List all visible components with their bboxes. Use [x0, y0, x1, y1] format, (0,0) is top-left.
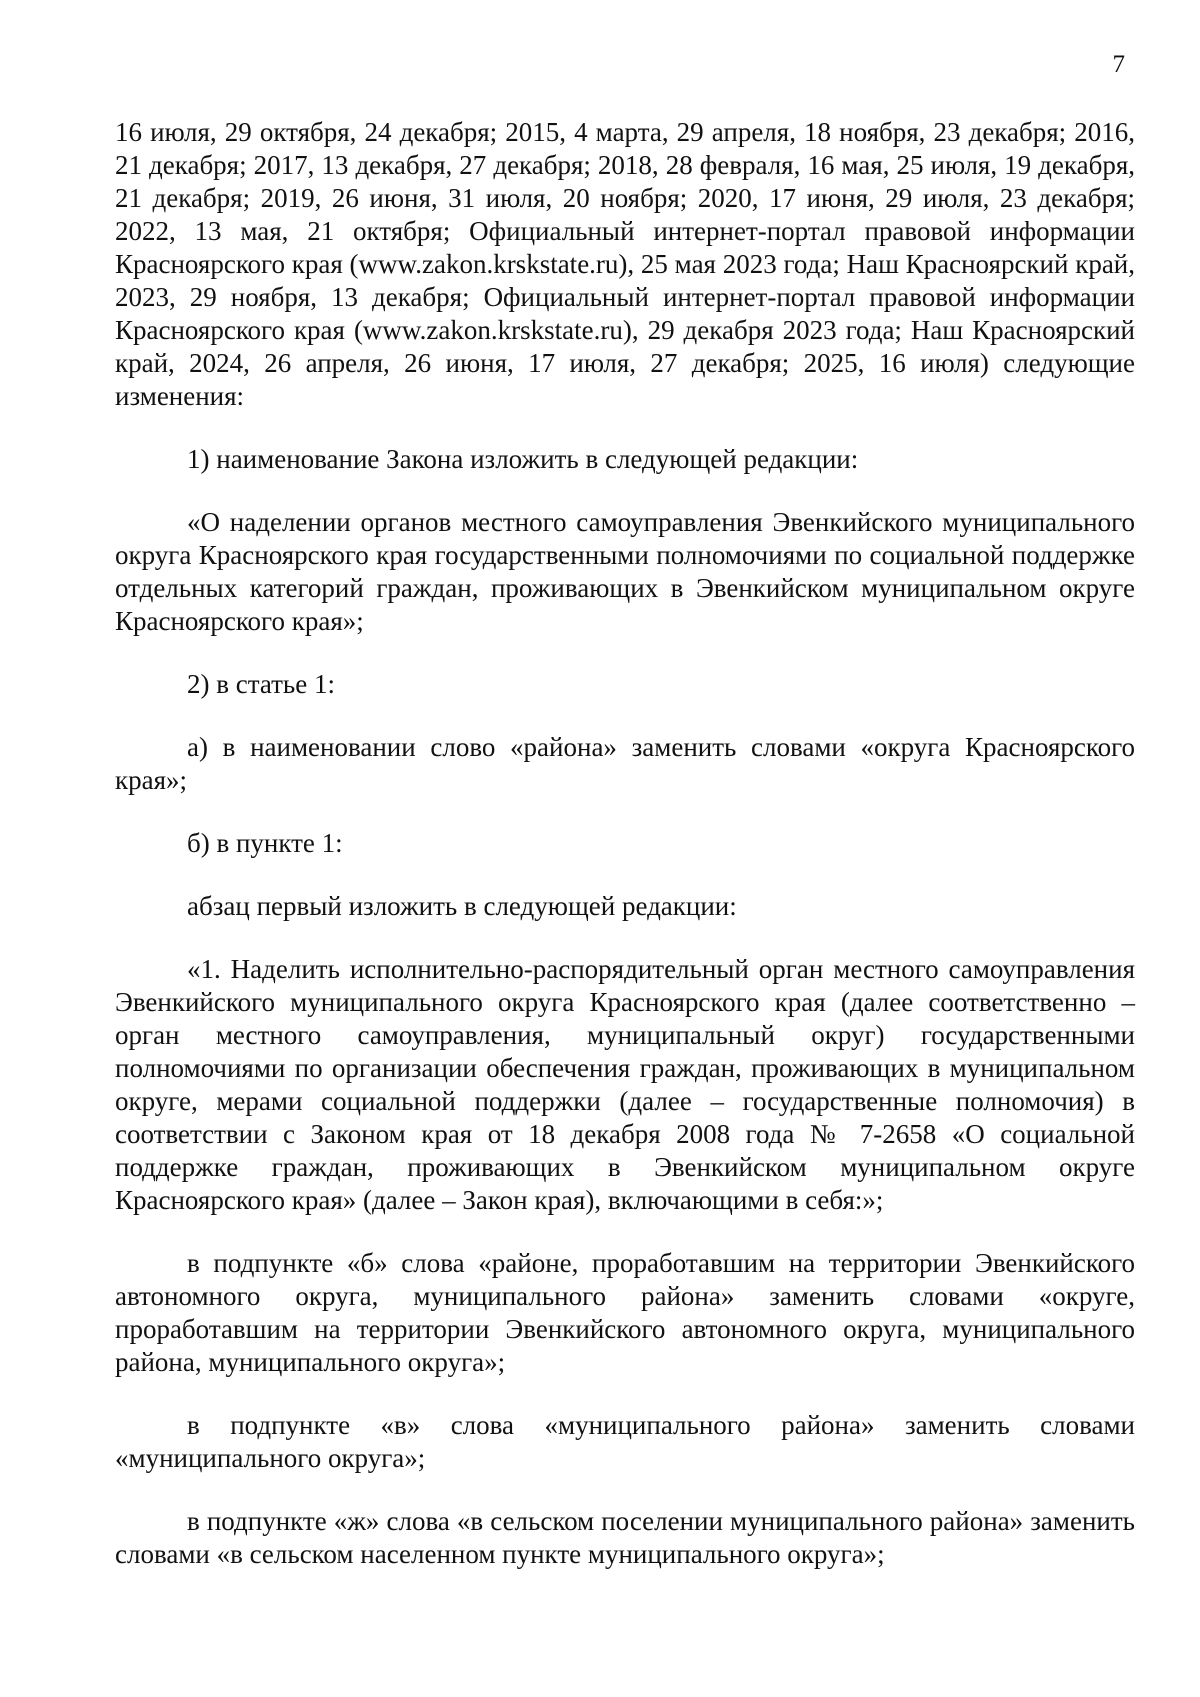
- document-body: [115, 116, 1135, 1601]
- paragraph-item-b: б) в пункте 1:: [187, 828, 343, 858]
- paragraph-first-abzac: абзац первый изложить в следующей редакции:: [187, 891, 737, 921]
- paragraph-subpoint-v: в подпункте «в» слова «муниципального района» заменить словами «муниципального округа»;: [115, 1410, 1135, 1473]
- paragraph-point-1: «1. Наделить исполнительно-распорядительный орган местного самоуправления Эвенкийского муниципального округа Красноярского края (далее соответственно – орган местного самоуправления, муниципальный округ) государственными полномочиями по организации обеспечения граждан, проживающих в муниципальном округе, мерами социальной поддержки (далее – государственные полномочия) в соответствии с Законом края от 18 декабря 2008 года № 7-2658 «О социальной поддержке граждан, проживающих в Эвенкийском муниципальном округе Красноярского края» (далее – Закон края), включающими в себя:»;: [115, 954, 1135, 1215]
- paragraph-item-a: а) в наименовании слово «района» заменить словами «округа Красноярского края»;: [115, 732, 1135, 795]
- paragraph-continuation: 16 июля, 29 октября, 24 декабря; 2015, 4 марта, 29 апреля, 18 ноября, 23 декабря; 2016, 21 декабря; 2017, 13 декабря, 27 декабря; 2018, 28 февраля, 16 мая, 25 июля, 19 декабря, 21 декабря; 2019, 26 июня, 31 июля, 20 ноября; 2020, 17 июня, 29 июля, 23 декабря; 2022, 13 мая, 21 октября; Официальный интернет-портал правовой информации Красноярского края (www.zakon.krskstate.ru), 25 мая 2023 года; Наш Красноярский край, 2023, 29 ноября, 13 декабря; Официальный интернет-портал правовой информации Красноярского края (www.zakon.krskstate.ru), 29 декабря 2023 года; Наш Красноярский край, 2024, 26 апреля, 26 июня, 17 июля, 27 декабря; 2025, 16 июля) следующие изменения:: [115, 117, 1135, 411]
- page-number: 7: [1112, 51, 1125, 78]
- paragraph-law-title: «О наделении органов местного самоуправления Эвенкийского муниципального округа Красноярского края государственными полномочиями по социальной поддержке отдельных категорий граждан, проживающих в Эвенкийском муниципальном округе Красноярского края»;: [115, 507, 1135, 636]
- paragraph-subpoint-zh: в подпункте «ж» слова «в сельском поселении муниципального района» заменить словами «в сельском населенном пункте муниципального округа»;: [115, 1506, 1135, 1569]
- paragraph-subpoint-b: в подпункте «б» слова «районе, проработавшим на территории Эвенкийского автономного округа, муниципального района» заменить словами «округе, проработавшим на территории Эвенкийского автономного округа, муниципального района, муниципального округа»;: [115, 1248, 1135, 1377]
- paragraph-item-2: 2) в статье 1:: [187, 669, 335, 699]
- paragraph-item-1: 1) наименование Закона изложить в следующей редакции:: [187, 444, 859, 474]
